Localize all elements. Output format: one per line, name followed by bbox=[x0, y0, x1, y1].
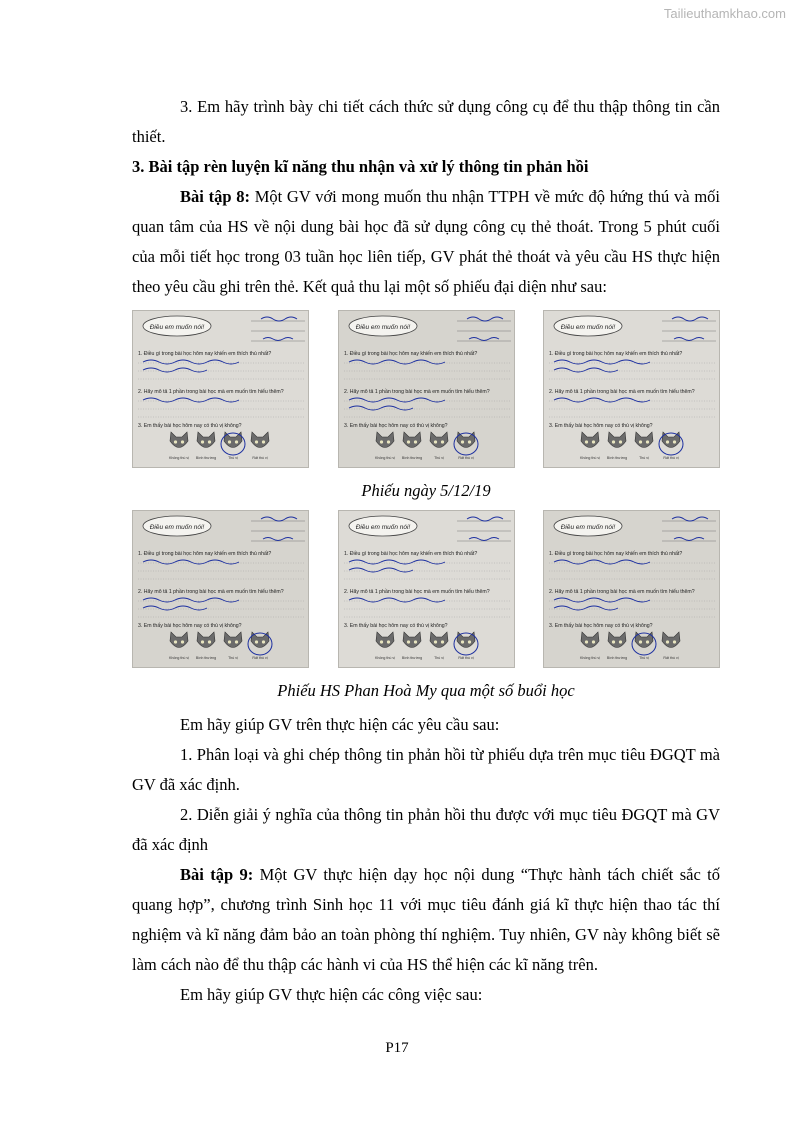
slip-question: 3. Em thấy bài học hôm nay có thú vị không? bbox=[138, 623, 242, 629]
face-label: Rất thú vị bbox=[663, 656, 679, 660]
requirement-2: 2. Diễn giải ý nghĩa của thông tin phản hồi thu được với mục tiêu ĐGQT mà GV đã xác định bbox=[132, 805, 720, 854]
slip-header: Điều em muốn nói! bbox=[149, 324, 205, 331]
face-label: Bình thường bbox=[195, 456, 217, 460]
document-body bbox=[132, 92, 720, 1010]
face-label: Bình thường bbox=[606, 656, 628, 660]
face-label: Thú vị bbox=[228, 456, 238, 460]
exit-ticket-drawing bbox=[544, 311, 720, 468]
face-label: Không thú vị bbox=[169, 456, 189, 460]
slip-question: 2. Hãy mô tả 1 phần trong bài học mà em muốn tìm hiểu thêm? bbox=[549, 589, 695, 595]
exit-ticket-photo bbox=[338, 310, 515, 468]
exit-ticket-drawing bbox=[339, 511, 515, 668]
exit-ticket-photo bbox=[338, 510, 515, 668]
ask-text: Em hãy giúp GV trên thực hiện các yêu cầu sau: bbox=[180, 715, 500, 734]
face-label: Không thú vị bbox=[169, 656, 189, 660]
slip-row-2 bbox=[132, 510, 720, 668]
exit-ticket-drawing bbox=[339, 311, 515, 468]
exercise-9-text: Một GV thực hiện dạy học nội dung “Thực hành tách chiết sắc tố quang hợp”, chương trình Sinh học 11 với mục tiêu đánh giá kĩ thực hiện thao tác thí nghiệm và kĩ năng đảm bảo an toàn phòng thí nghiệm. Tuy nhiên, GV này không biết sẽ làm cách nào để thu thập các hành vi của HS thể hiện các kĩ năng trên. bbox=[132, 865, 720, 974]
face-label: Thú vị bbox=[433, 656, 444, 660]
exercise-9 bbox=[132, 860, 720, 980]
exercise-8-text: Một GV với mong muốn thu nhận TTPH về mức độ hứng thú và mối quan tâm của HS về nội dung bài học đã sử dụng công cụ thẻ thoát. Trong 5 phút cuối của mỗi tiết học trong 03 tuần học liên tiếp, GV phát thẻ thoát và yêu cầu HS thực hiện theo yêu cầu ghi trên thẻ. Kết quả thu lại một số phiếu đại diện như sau: bbox=[132, 187, 720, 296]
face-label: Rất thú vị bbox=[663, 456, 679, 460]
slip-question: 3. Em thấy bài học hôm nay có thú vị không? bbox=[549, 423, 653, 429]
face-label: Không thú vị bbox=[580, 656, 600, 660]
slip-question: 2. Hãy mô tả 1 phần trong bài học mà em muốn tìm hiểu thêm? bbox=[343, 589, 490, 595]
slip-header: Điều em muốn nói! bbox=[149, 524, 205, 531]
face-label: Bình thường bbox=[401, 456, 422, 460]
face-label: Rất thú vị bbox=[457, 656, 474, 660]
slip-question: 1. Điều gì trong bài học hôm nay khiến em thích thú nhất? bbox=[138, 351, 272, 357]
section-heading: 3. Bài tập rèn luyện kĩ năng thu nhận và xử lý thông tin phản hồi bbox=[132, 157, 589, 176]
exit-ticket-drawing bbox=[133, 511, 309, 668]
slip-question: 1. Điều gì trong bài học hôm nay khiến em thích thú nhất? bbox=[549, 351, 683, 357]
exit-ticket-photo bbox=[132, 510, 309, 668]
slip-header: Điều em muốn nói! bbox=[355, 324, 410, 331]
exit-ticket-photo bbox=[132, 310, 309, 468]
slip-question: 3. Em thấy bài học hôm nay có thú vị không? bbox=[138, 423, 242, 429]
face-label: Rất thú vị bbox=[252, 456, 268, 460]
exit-ticket-drawing bbox=[544, 511, 720, 668]
requirement-1: 1. Phân loại và ghi chép thông tin phản hồi từ phiếu dựa trên mục tiêu ĐGQT mà GV đã xác định. bbox=[132, 745, 720, 794]
exercise-9-label: Bài tập 9: bbox=[180, 865, 254, 884]
slip-question: 3. Em thấy bài học hôm nay có thú vị không? bbox=[343, 423, 448, 429]
face-label: Không thú vị bbox=[374, 456, 395, 460]
slip-question: 1. Điều gì trong bài học hôm nay khiến em thích thú nhất? bbox=[343, 351, 477, 357]
exit-ticket-photo bbox=[543, 510, 720, 668]
face-label: Rất thú vị bbox=[457, 456, 474, 460]
face-label: Thú vị bbox=[639, 656, 649, 660]
caption-2: Phiếu HS Phan Hoà My qua một số buổi học bbox=[277, 681, 575, 700]
slip-row-1 bbox=[132, 310, 720, 468]
slip-question: 1. Điều gì trong bài học hôm nay khiến em thích thú nhất? bbox=[549, 551, 683, 557]
page-number: P17 bbox=[385, 1040, 409, 1056]
exit-ticket-drawing bbox=[133, 311, 309, 468]
face-label: Không thú vị bbox=[580, 456, 600, 460]
slip-header: Điều em muốn nói! bbox=[560, 324, 616, 331]
slip-question: 1. Điều gì trong bài học hôm nay khiến em thích thú nhất? bbox=[343, 551, 477, 557]
face-label: Bình thường bbox=[606, 456, 628, 460]
slip-header: Điều em muốn nói! bbox=[355, 524, 410, 531]
watermark: Tailieuthamkhao.com bbox=[663, 6, 786, 21]
face-label: Rất thú vị bbox=[252, 656, 268, 660]
face-label: Bình thường bbox=[401, 656, 422, 660]
slip-question: 3. Em thấy bài học hôm nay có thú vị không? bbox=[549, 623, 653, 629]
slip-question: 2. Hãy mô tả 1 phần trong bài học mà em muốn tìm hiểu thêm? bbox=[138, 589, 284, 595]
face-label: Thú vị bbox=[639, 456, 649, 460]
exercise-8-label: Bài tập 8: bbox=[180, 187, 250, 206]
slip-question: 1. Điều gì trong bài học hôm nay khiến em thích thú nhất? bbox=[138, 551, 272, 557]
exit-ticket-photo bbox=[543, 310, 720, 468]
slip-question: 2. Hãy mô tả 1 phần trong bài học mà em muốn tìm hiểu thêm? bbox=[549, 389, 695, 395]
face-label: Thú vị bbox=[228, 656, 238, 660]
face-label: Không thú vị bbox=[374, 656, 395, 660]
slip-question: 2. Hãy mô tả 1 phần trong bài học mà em muốn tìm hiểu thêm? bbox=[138, 389, 284, 395]
face-label: Thú vị bbox=[433, 456, 444, 460]
slip-question: 2. Hãy mô tả 1 phần trong bài học mà em muốn tìm hiểu thêm? bbox=[343, 389, 490, 395]
caption-1: Phiếu ngày 5/12/19 bbox=[361, 481, 491, 500]
intro-item-3: 3. Em hãy trình bày chi tiết cách thức sử dụng công cụ để thu thập thông tin cần thiết. bbox=[132, 97, 720, 146]
exercise-8 bbox=[132, 182, 720, 302]
ask-text-2: Em hãy giúp GV thực hiện các công việc sau: bbox=[180, 985, 483, 1004]
slip-header: Điều em muốn nói! bbox=[560, 524, 616, 531]
face-label: Bình thường bbox=[195, 656, 217, 660]
slip-question: 3. Em thấy bài học hôm nay có thú vị không? bbox=[343, 623, 448, 629]
